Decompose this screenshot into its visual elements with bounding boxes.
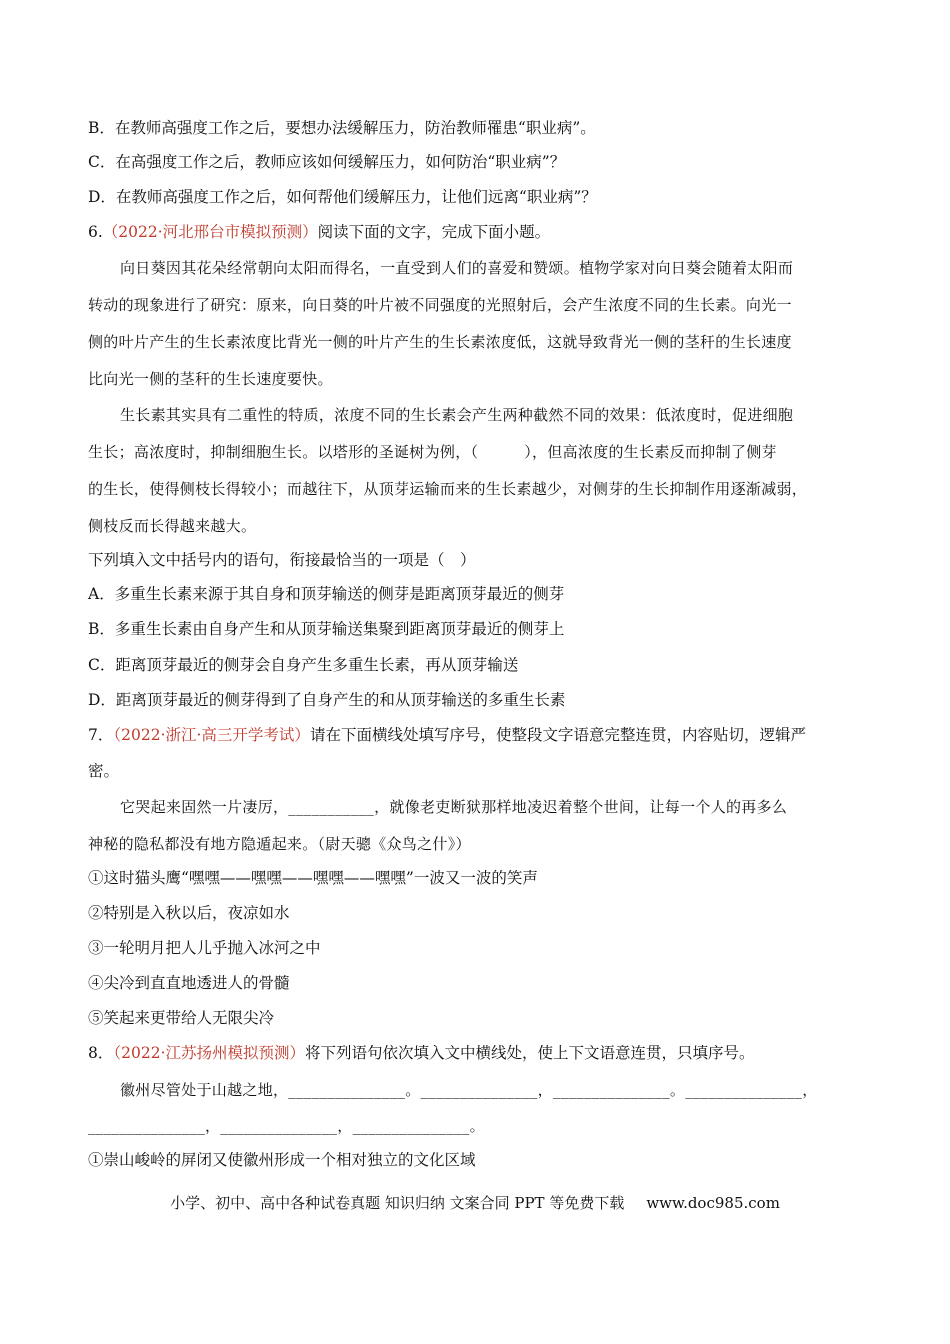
list-item: ⑤笑起来更带给人无限尖冷 [88,1009,275,1027]
question-prompt: 请在下面横线处填写序号，使整段文字语意完整连贯，内容贴切，逻辑严 [309,726,806,744]
question-source: （2022·浙江·高三开学考试） [113,726,310,744]
passage-line: 的生长，使得侧枝长得较小；而越往下，从顶芽运输而来的生长素越少，对侧芽的生长抑制作用逐渐减弱， [88,480,808,498]
option-b: B．多重生长素由自身产生和从顶芽输送集聚到距离顶芽最近的侧芽上 [88,620,565,638]
passage-line: 生长素其实具有二重性的特质，浓度不同的生长素会产生两种截然不同的效果：低浓度时，促进细胞 [120,406,794,424]
list-item: ④尖冷到直直地透进人的骨髓 [88,974,290,992]
list-item: ②特别是入秋以后，夜凉如水 [88,904,290,922]
question-7-header [88,725,806,745]
question-source: （2022·江苏扬州模拟预测） [113,1044,305,1062]
passage-line: 生长；高浓度时，抑制细胞生长。以塔形的圣诞树为例，（ ），但高浓度的生长素反而抑制了侧芽 [88,443,777,461]
option-a: A．多重生长素来源于其自身和顶芽输送的侧芽是距离顶芽最近的侧芽 [88,585,565,603]
question-6-header [88,222,550,242]
question-number: 7． [88,726,114,744]
option-c: C．在高强度工作之后，教师应该如何缓解压力，如何防治“职业病”？ [88,153,566,171]
passage-line: 侧的叶片产生的生长素浓度比背光一侧的叶片产生的生长素浓度低，这就导致背光一侧的茎秆的生长速度 [88,333,792,351]
question-stem: 下列填入文中括号内的语句，衔接最恰当的一项是（ ） [88,551,476,569]
list-item: ①这时猫头鹰“嘿嘿——嘿嘿——嘿嘿——嘿嘿”一波又一波的笑声 [88,869,538,887]
option-b: B．在教师高强度工作之后，要想办法缓解压力，防治教师罹患“职业病”。 [88,119,596,137]
passage-line: 神秘的隐私都没有地方隐遁起来。（尉天骢《众鸟之什》） [88,835,471,853]
question-8-header [88,1043,755,1063]
list-item: ③一轮明月把人儿乎抛入冰河之中 [88,939,321,957]
passage-line: 它哭起来固然一片凄厉，___________，就像老吏断狱那样地凌迟着整个世间，让每一个人的再多么 [120,798,788,816]
question-number: 6. [88,223,103,241]
option-d: D．距离顶芽最近的侧芽得到了自身产生的和从顶芽输送的多重生长素 [88,691,566,709]
passage-line: _______________，_______________，_______________。 [88,1117,485,1135]
passage-line: 徽州尽管处于山越之地，_______________。_______________，_______________。_______________， [120,1081,818,1099]
footer-url[interactable]: www.doc985.com [646,1194,780,1212]
question-source: （2022·河北邢台市模拟预测） [102,223,318,241]
question-prompt: 阅读下面的文字，完成下面小题。 [317,223,551,241]
page-footer [0,1192,950,1213]
option-c: C．距离顶芽最近的侧芽会自身产生多重生长素，再从顶芽输送 [88,656,519,674]
passage-line: 侧枝反而长得越来越大。 [88,517,257,535]
passage-line: 转动的现象进行了研究：原来，向日葵的叶片被不同强度的光照射后，会产生浓度不同的生长素。向光一 [88,296,792,314]
question-prompt-continued: 密。 [88,762,120,780]
list-item: ①崇山峻岭的屏闭又使徽州形成一个相对独立的文化区域 [88,1151,476,1169]
question-prompt: 将下列语句依次填入文中横线处，使上下文语意连贯，只填序号。 [305,1044,755,1062]
passage-line: 向日葵因其花朵经常朝向太阳而得名，一直受到人们的喜爱和赞颂。植物学家对向日葵会随着太阳而 [120,259,794,277]
question-number: 8． [88,1044,114,1062]
footer-text: 小学、初中、高中各种试卷真题 知识归纳 文案合同 PPT 等免费下载 [170,1194,625,1212]
passage-line: 比向光一侧的茎秆的生长速度要快。 [88,370,333,388]
option-d: D．在教师高强度工作之后，如何帮他们缓解压力，让他们远离“职业病”？ [88,188,597,206]
